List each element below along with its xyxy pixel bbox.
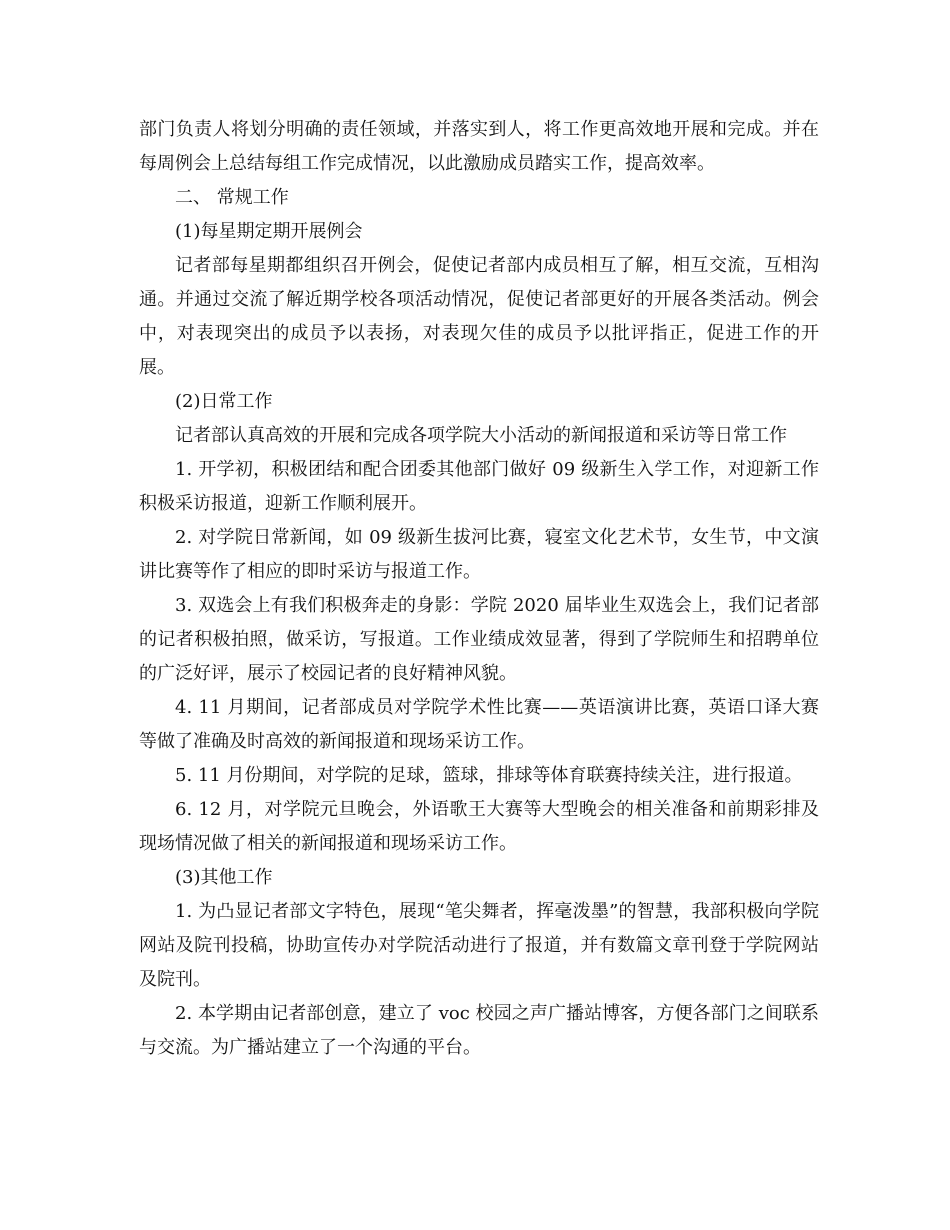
paragraph-daily-work-summary: 记者部认真高效的开展和完成各项学院大小活动的新闻报道和采访等日常工作 <box>175 425 787 446</box>
subheading-other-work: (3)其他工作 <box>175 867 273 888</box>
list-item-daily-5: 5. 11 月份期间，对学院的足球，篮球，排球等体育联赛持续关注，进行报道。 <box>175 765 803 786</box>
paragraph-weekly-meeting: 记者部每星期都组织召开例会，促使记者部内成员相互了解，相互交流，互相沟通。并通过交流了解近期学校各项活动情况，促使记者部更好的开展各类活动。例会中，对表现突出的成员予以表扬，对表现欠佳的成员予以批评指正，促进工作的开展。 <box>139 255 819 378</box>
list-item-daily-2: 2. 对学院日常新闻，如 09 级新生拔河比赛，寝室文化艺术节，女生节，中文演讲比赛等作了相应的即时采访与报道工作。 <box>139 527 819 582</box>
paragraph-intro: 部门负责人将划分明确的责任领域，并落实到人，将工作更高效地开展和完成。并在每周例会上总结每组工作完成情况，以此激励成员踏实工作，提高效率。 <box>139 119 819 174</box>
list-item-daily-3: 3. 双选会上有我们积极奔走的身影：学院 2020 届毕业生双选会上，我们记者部的记者积极拍照，做采访，写报道。工作业绩成效显著，得到了学院师生和招聘单位的广泛好评，展示了校园记者的良好精神风貌。 <box>139 595 819 684</box>
list-item-other-1: 1. 为凸显记者部文字特色，展现“笔尖舞者，挥毫泼墨”的智慧，我部积极向学院网站及院刊投稿，协助宣传办对学院活动进行了报道，并有数篇文章刊登于学院网站及院刊。 <box>139 901 819 990</box>
subheading-daily-work: (2)日常工作 <box>175 391 273 412</box>
section-heading-routine-work: 二、 常规工作 <box>175 187 289 208</box>
list-item-daily-4: 4. 11 月期间，记者部成员对学院学术性比赛——英语演讲比赛，英语口译大赛等做了准确及时高效的新闻报道和现场采访工作。 <box>139 697 819 752</box>
list-item-daily-1: 1. 开学初，积极团结和配合团委其他部门做好 09 级新生入学工作，对迎新工作积极采访报道，迎新工作顺利展开。 <box>139 459 819 514</box>
document-body <box>139 113 819 1065</box>
list-item-daily-6: 6. 12 月，对学院元旦晚会，外语歌王大赛等大型晚会的相关准备和前期彩排及现场情况做了相关的新闻报道和现场采访工作。 <box>139 799 819 854</box>
list-item-other-2: 2. 本学期由记者部创意，建立了 voc 校园之声广播站博客，方便各部门之间联系与交流。为广播站建立了一个沟通的平台。 <box>139 1003 819 1058</box>
subheading-weekly-meeting: (1)每星期定期开展例会 <box>175 221 363 242</box>
